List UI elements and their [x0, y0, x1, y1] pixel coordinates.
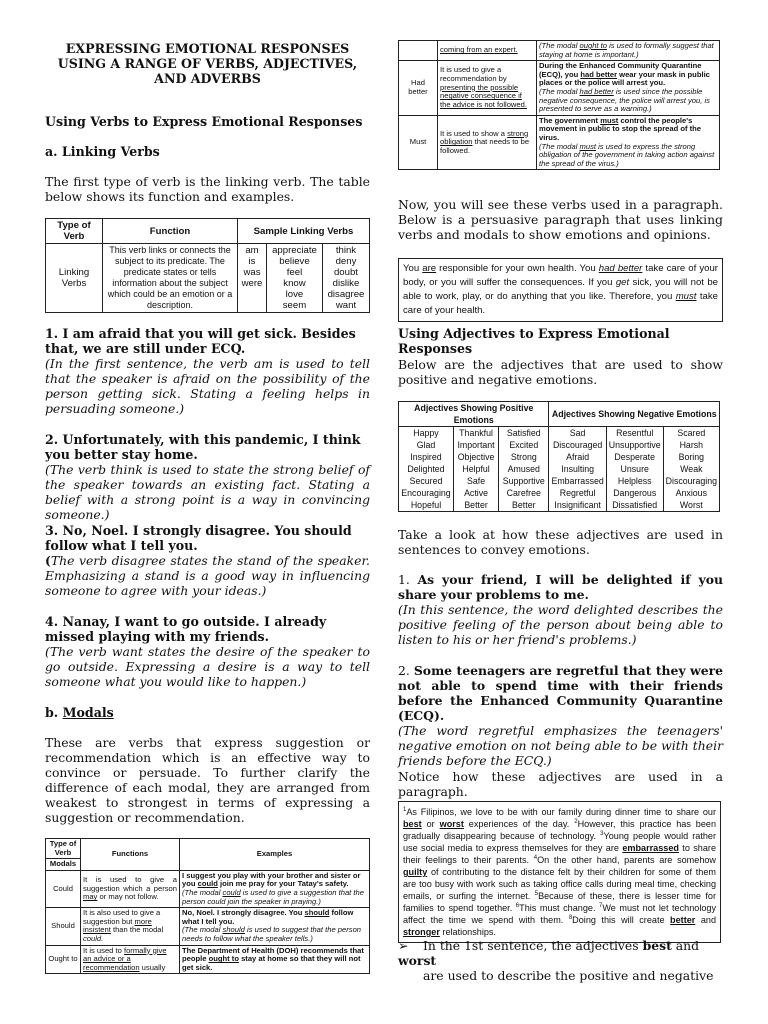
table-cell: appreciate believe feel know love seem [266, 244, 322, 313]
table-header: Functions [81, 839, 180, 871]
verb-example-1: 1. I am afraid that you will get sick. Besides that, we are still under ECQ. (In the first sentence, the verb am is used to tell that the speaker is afraid on the possibility of the person getting sick. Stating a feeling helps in persuading someone.) [45, 326, 370, 416]
table-header: Adjectives Showing Negative Emotions [549, 402, 720, 427]
verb-example-4: 4. Nanay, I want to go outside. I already missed playing with my friends. (The verb want states the desire of the speaker to go outside. Expressing a desire is a way to tell someone what you would like to happen.) [45, 614, 370, 689]
table-row: Must It is used to show a strong obligation that needs to be followed. The government must control the people's movement in public to stop the spread of the virus. (The modal must is used to express the strong obligation of the government in taking action against the spread of the virus.) [399, 115, 720, 170]
adjective-example-1: 1. As your friend, I will be delighted if you share your problems to me. (In this sentence, the word delighted describes the positive feeling of the person about being able to listen to his or her friend's problems.) [398, 572, 723, 647]
table-cell: Happy Glad Inspired Delighted Secured Encouraging Hopeful [399, 427, 454, 512]
table-cell: Scared Harsh Boring Weak Discouraging Anxious Worst [663, 427, 719, 512]
adjective-sentences-intro: Take a look at how these adjectives are used in sentences to convey emotions. [398, 527, 723, 557]
adjectives-intro: Below are the adjectives that are used to show positive and negative emotions. [398, 357, 723, 387]
persuasive-paragraph-box: You are responsible for your own health. You had better take care of your body, or you will suffer the consequences. If you get sick, you will not be able to work, play, or do anything that you like. Therefore, you must take care of your health. [398, 258, 723, 322]
table-cell: Linking Verbs [46, 244, 103, 313]
linking-verbs-intro: The first type of verb is the linking verb. The table below shows its function and examples. [45, 174, 370, 204]
adjective-paragraph-intro: Notice how these adjectives are used in a paragraph. [398, 769, 723, 799]
modals-table [45, 838, 370, 974]
table-cell: Thankful Important Objective Helpful Safe Active Better [454, 427, 499, 512]
table-header: Examples [180, 839, 370, 871]
modals-heading: b. Modals [45, 705, 114, 720]
linking-verbs-heading: a. Linking Verbs [45, 144, 160, 159]
table-header: Function [103, 219, 238, 244]
modals-intro: These are verbs that express suggestion or recommendation which is an effective way to convince or persuade. To further clarify the difference of each modal, they are arranged from weakest to strongest in terms of expressing a suggestion or recommendation. [45, 735, 370, 825]
table-cell: think deny doubt dislike disagree want [322, 244, 369, 313]
table-row: coming from an expert. (The modal ought to is used to formally suggest that staying at home is important.) [399, 41, 720, 61]
bullet-note: ➢ In the 1st sentence, the adjectives best and worst are used to describe the positive and negative [398, 938, 714, 983]
table-header: Type of Verb [46, 219, 103, 244]
adjective-example-2: 2. Some teenagers are regretful that they were not able to spend time with their friends before the Enhanced Community Quarantine (ECQ). (The word regretful emphasizes the teenagers' negative emotion on not being able to be with their friends before the ECQ.) [398, 663, 724, 768]
table-cell: Sad Discouraged Afraid Insulting Embarrassed Regretful Insignificant [549, 427, 606, 512]
table-header: Sample Linking Verbs [238, 219, 370, 244]
table-row: Ought to It is used to formally give an advice or a recommendation usually The Department of Health (DOH) recommends that people ought to stay at home so that they will not get sick. [46, 945, 370, 974]
table-header: Type of Verb Modals [46, 839, 81, 871]
table-row: Had better It is used to give a recommendation by presenting the possible negative consequence if the advice is not followed. During the Enhanced Community Quarantine (ECQ), you had better wear your mask in public places or the police will arrest you. (The modal had better is used since the possible negative consequence, the police will arrest you, is presented to serve as a warning.) [399, 61, 720, 116]
table-cell: This verb links or connects the subject to its predicate. The predicate states or tells information about the subject which could be an emotion or a description. [103, 244, 238, 313]
verb-example-2: 2. Unfortunately, with this pandemic, I think you better stay home. (The verb think is used to state the strong belief of the speaker towards an existing fact. Stating a belief with a strong point is a way in convincing someone.) [45, 432, 370, 522]
linking-verbs-table [45, 218, 370, 313]
section-heading-adjectives: Using Adjectives to Express Emotional Responses [398, 326, 670, 356]
section-heading-verbs: Using Verbs to Express Emotional Responses [45, 114, 363, 129]
adjectives-table [398, 401, 720, 512]
verb-example-3: 3. No, Noel. I strongly disagree. You should follow what I tell you. (The verb disagree states the stand of the speaker. Emphasizing a stand is a good way in influencing someone to agree with your ideas.) [45, 523, 370, 598]
modals-table-continued [398, 40, 720, 170]
table-cell: Satisfied Excited Strong Amused Supportive Carefree Better [499, 427, 549, 512]
table-row: Could It is used to give a suggestion which a person may or may not follow. I suggest you play with your brother and sister or you could join me pray for your Tatay's safety. (The modal could is used to give a suggestion that the person could join the speaker in praying.) [46, 870, 370, 907]
bullet-arrow-icon: ➢ [398, 938, 409, 953]
table-cell: am is was were [238, 244, 267, 313]
filipino-paragraph-box: $^1$As Filipinos, we love to be with our family during dinner time to share our best or worst experiences of the day. $^2$However, this practice has been gradually disappearing because of technology. $^3$Young people would rather use social media to express themselves for they are embarrassed to share their feelings to their parents. $^4$On the other hand, parents are somehow guilty of contributing to the distance felt by their children for some of them are too busy with work such as taking office calls during meal time, checking emails, or surfing the internet. $^5$Because of these, there is lesser time for families to spend together. $^6$This must change. $^7$We must not let technology affect the time we spend with them. $^8$Doing this will create better and stronger relationships. [398, 801, 721, 943]
table-cell: Resentful Unsupportive Desperate Unsure Helpless Dangerous Dissatisfied [606, 427, 663, 512]
page-title: EXPRESSING EMOTIONAL RESPONSES USING A RANGE OF VERBS, ADJECTIVES, AND ADVERBS [57, 41, 358, 86]
table-header: Adjectives Showing Positive Emotions [399, 402, 549, 427]
table-row: Should It is also used to give a suggestion but more insistent than the modal could. No, Noel. I strongly disagree. You should follow what I tell you. (The modal should is used to suggest that the person needs to follow what the speaker tells.) [46, 908, 370, 945]
paragraph-intro: Now, you will see these verbs used in a paragraph. Below is a persuasive paragraph that uses linking verbs and modals to show emotions and opinions. [398, 197, 723, 242]
